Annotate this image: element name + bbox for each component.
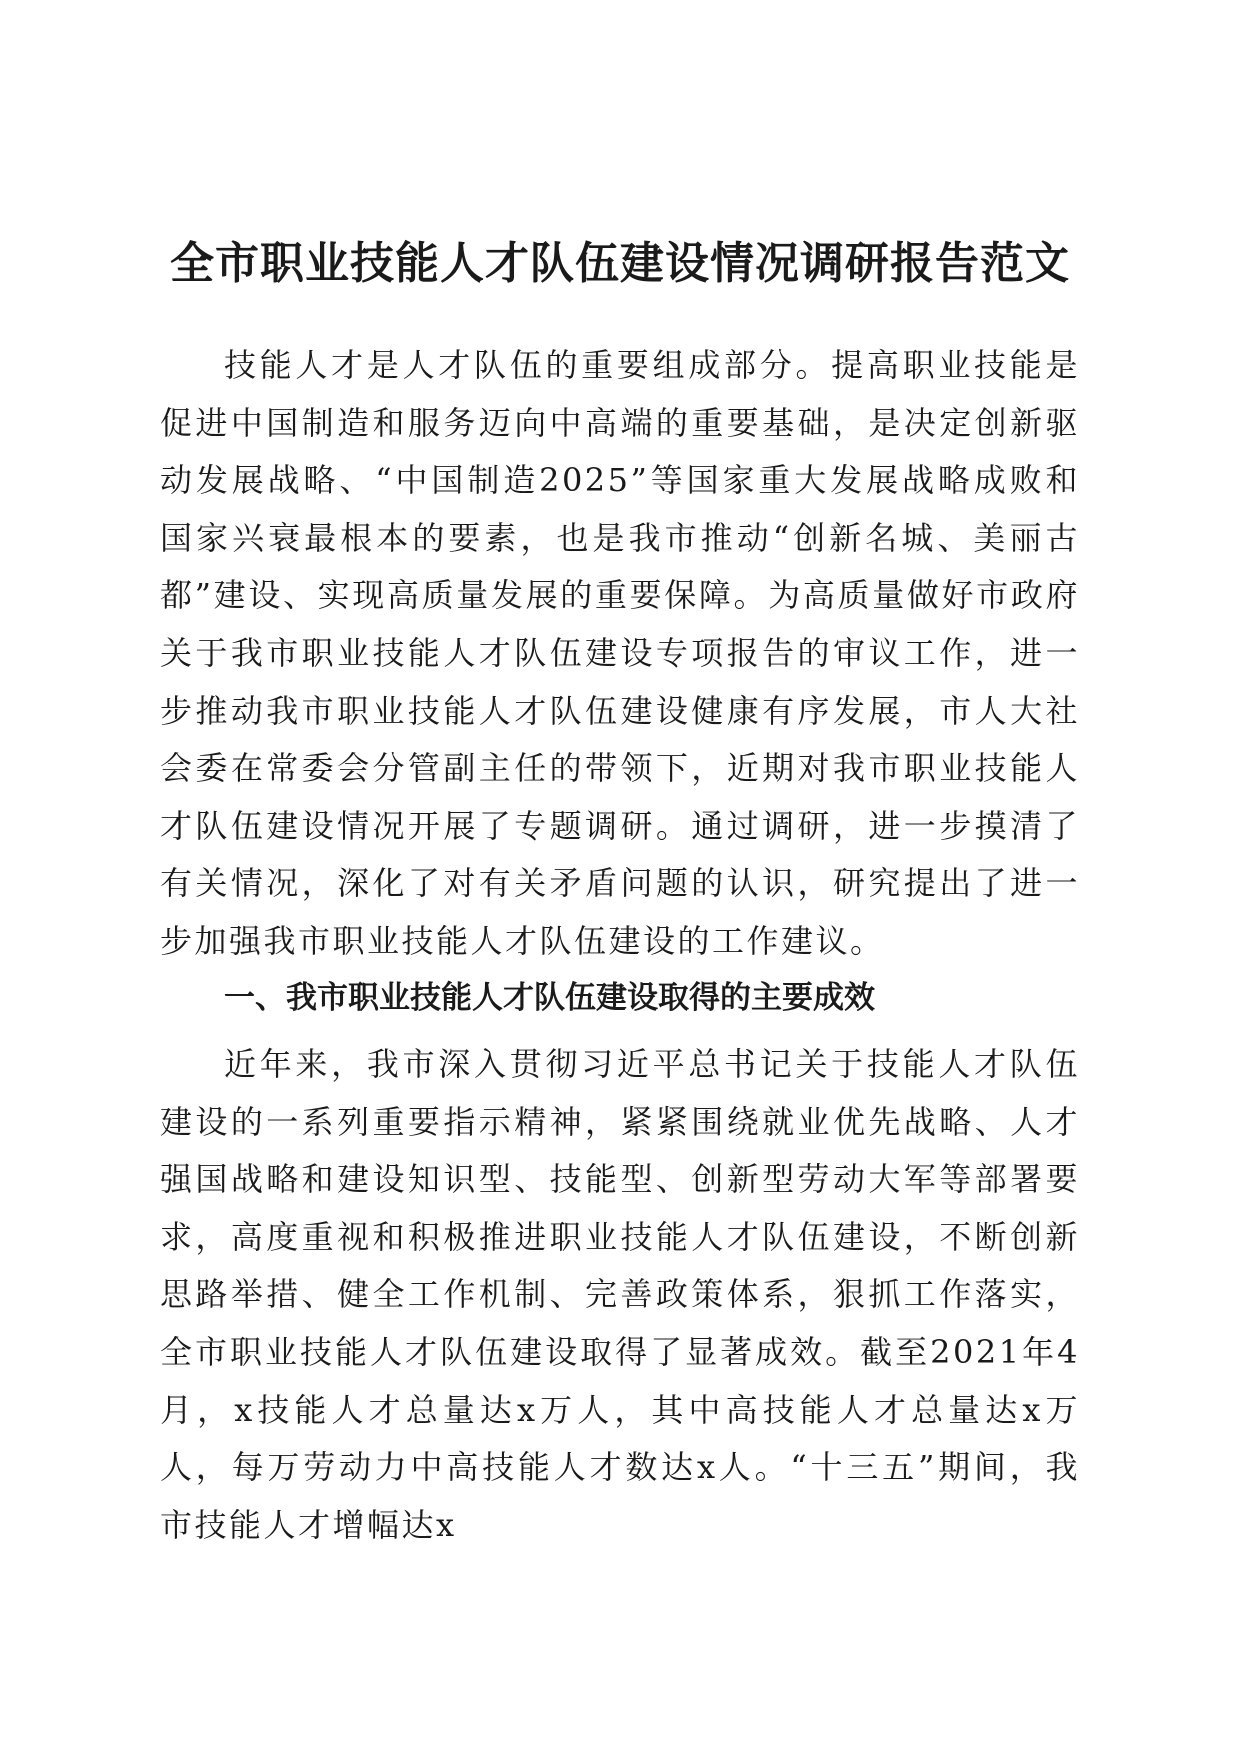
section-paragraph: 近年来，我市深入贯彻习近平总书记关于技能人才队伍建设的一系列重要指示精神，紧紧围绕就业优先战略、人才强国战略和建设知识型、技能型、创新型劳动大军等部署要求，高度重视和积极推进职业技能人才队伍建设，不断创新思路举措、健全工作机制、完善政策体系，狠抓工作落实，全市职业技能人才队伍建设取得了显著成效。截至2021年4月，x技能人才总量达x万人，其中高技能人才总量达x万人，每万劳动力中高技能人才数达x人。“十三五”期间，我市技能人才增幅达x	[160, 1045, 1080, 1544]
document-title: 全市职业技能人才队伍建设情况调研报告范文	[170, 238, 1070, 289]
section-heading: 一、我市职业技能人才队伍建设取得的主要成效	[224, 980, 875, 1016]
intro-paragraph: 技能人才是人才队伍的重要组成部分。提高职业技能是促进中国制造和服务迈向中高端的重要基础，是决定创新驱动发展战略、“中国制造2025”等国家重大发展战略成败和国家兴衰最根本的要素，也是我市推动“创新名城、美丽古都”建设、实现高质量发展的重要保障。为高质量做好市政府关于我市职业技能人才队伍建设专项报告的审议工作，进一步推动我市职业技能人才队伍建设健康有序发展，市人大社会委在常委会分管副主任的带领下，近期对我市职业技能人才队伍建设情况开展了专题调研。通过调研，进一步摸清了有关情况，深化了对有关矛盾问题的认识，研究提出了进一步加强我市职业技能人才队伍建设的工作建议。	[160, 346, 1080, 960]
